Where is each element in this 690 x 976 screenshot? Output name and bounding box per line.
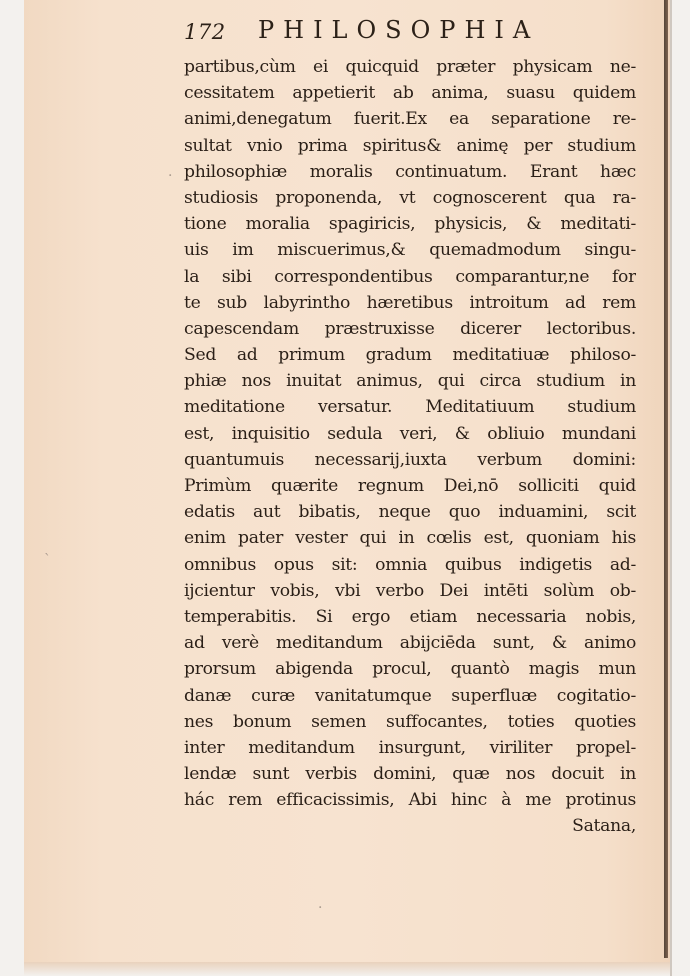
ink-speck: · <box>318 900 323 916</box>
text-line: prorsum abigenda procul, quantò magis mun <box>184 659 636 680</box>
text-line: meditatione versatur. Meditatiuum studium <box>184 397 636 418</box>
text-line: animi,denegatum fuerit.Ex ea separatione re- <box>184 109 636 130</box>
text-line: te sub labyrintho hæretibus introitum ad rem <box>184 292 636 313</box>
text-line: inter meditandum insurgunt, viriliter propel- <box>184 737 636 758</box>
page-binding-edge <box>664 0 668 958</box>
page-header <box>184 14 624 54</box>
text-line: danæ curæ vanitatumque superfluæ cogitatio- <box>184 685 636 706</box>
text-line: philosophiæ moralis continuatum. Erant hæc <box>184 161 636 182</box>
text-line: studiosis proponenda, vt cognoscerent qua ra- <box>184 187 636 208</box>
text-line: ijcientur vobis, vbi verbo Dei intēti solùm ob- <box>184 580 636 601</box>
ink-speck: · <box>168 168 173 184</box>
text-line: tione moralia spagiricis, physicis, & meditati- <box>184 214 636 235</box>
text-line: capescendam præstruxisse dicerer lectoribus. <box>184 318 636 339</box>
text-line: lendæ sunt verbis domini, quæ nos docuit in <box>184 764 636 785</box>
page-outer-edge <box>670 0 672 976</box>
text-line: cessitatem appetierit ab anima, suasu quidem <box>184 83 636 104</box>
text-line: hác rem efficacissimis, Abi hinc à me protinus <box>184 790 636 811</box>
text-line: est, inquisitio sedula veri, & obliuio mundani <box>184 423 636 444</box>
text-line: Sed ad primum gradum meditatiuæ philoso- <box>184 345 636 366</box>
ink-speck: ˋ <box>44 552 51 568</box>
text-line: edatis aut bibatis, neque quo induamini, scit <box>184 502 636 523</box>
text-line: omnibus opus sit: omnia quibus indigetis ad- <box>184 554 636 575</box>
text-line: uis im miscuerimus,& quemadmodum singu- <box>184 240 636 261</box>
text-line: partibus,cùm ei quicquid præter physicam ne- <box>184 57 636 77</box>
text-line: sultat vnio prima spiritus& animę per studium <box>184 135 636 156</box>
text-line: enim pater vester qui in cœlis est, quoniam his <box>184 528 636 549</box>
text-line: la sibi correspondentibus comparantur,ne for <box>184 266 636 287</box>
text-line: phiæ nos inuitat animus, qui circa studium in <box>184 371 636 392</box>
text-line-catchword: Satana, <box>572 816 636 837</box>
text-line: Primùm quærite regnum Dei,nō solliciti quid <box>184 476 636 496</box>
text-line: quantumuis necessarij,iuxta verbum domini: <box>184 449 636 470</box>
page-bottom-shadow <box>24 962 670 976</box>
running-head: PHILOSOPHIA <box>258 16 540 44</box>
page-number: 172 <box>184 20 226 44</box>
text-line: temperabitis. Si ergo etiam necessaria nobis, <box>184 606 636 627</box>
text-line: nes bonum semen suffocantes, toties quoties <box>184 711 636 732</box>
body-text <box>184 54 636 840</box>
text-line: ad verè meditandum abijciēda sunt, & animo <box>184 633 636 654</box>
